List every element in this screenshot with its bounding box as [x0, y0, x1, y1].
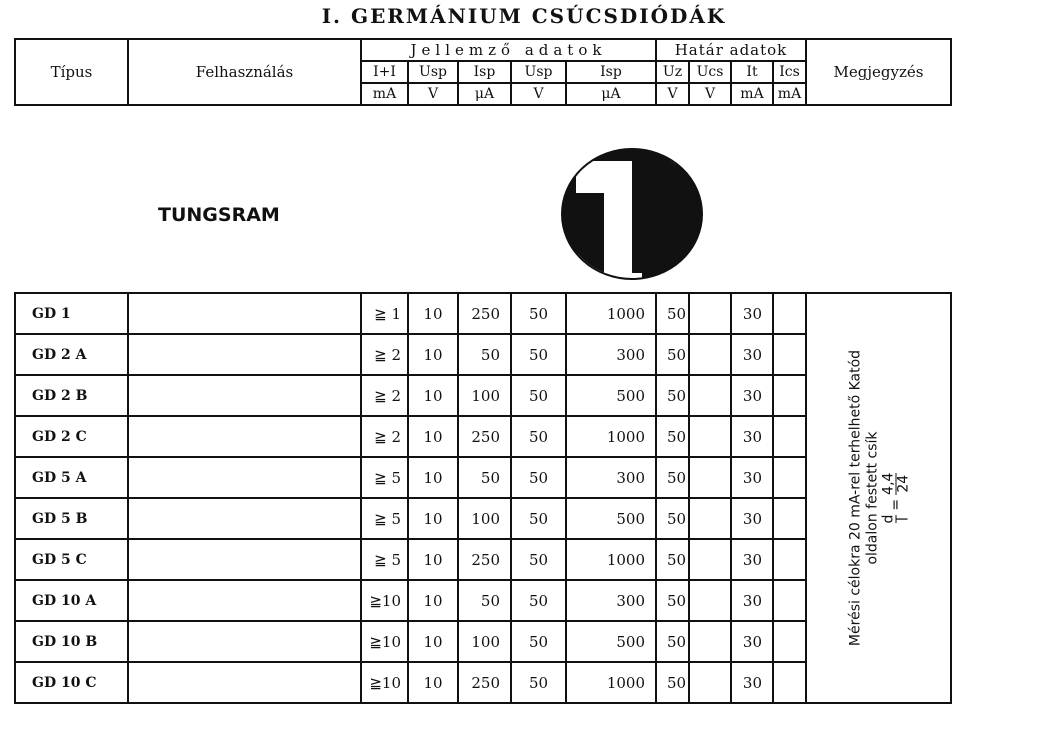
header-felhasznalas: Felhasználás — [128, 39, 361, 105]
header-unit: mA — [361, 83, 408, 105]
header-symbol: Uz — [656, 61, 689, 83]
forward-current-cell: ≧ 5 — [361, 457, 408, 498]
usp-cell: 10 — [408, 293, 458, 334]
header-megjegyzes: Megjegyzés — [806, 39, 951, 105]
usp-cell: 10 — [408, 621, 458, 662]
header-unit: μA — [566, 83, 656, 105]
tungsram-logo-icon — [560, 147, 704, 281]
header-unit: μA — [458, 83, 511, 105]
it-cell: 30 — [731, 375, 773, 416]
use-cell — [128, 457, 361, 498]
usp-limit-cell: 50 — [511, 662, 566, 703]
header-tipus: Típus — [15, 39, 128, 105]
it-cell: 30 — [731, 539, 773, 580]
use-cell — [128, 375, 361, 416]
ucs-cell — [689, 334, 731, 375]
formula-lhs-den: l — [895, 517, 911, 521]
uz-cell: 50 — [656, 662, 689, 703]
header-unit: V — [689, 83, 731, 105]
uz-cell: 50 — [656, 457, 689, 498]
isp-limit-cell: 500 — [566, 621, 656, 662]
header-symbol: Ics — [773, 61, 806, 83]
ucs-cell — [689, 580, 731, 621]
ucs-cell — [689, 498, 731, 539]
ucs-cell — [689, 539, 731, 580]
it-cell: 30 — [731, 662, 773, 703]
formula-rhs-num: 4,4 — [880, 472, 896, 495]
use-cell — [128, 416, 361, 457]
header-symbol: Ucs — [689, 61, 731, 83]
usp-limit-cell: 50 — [511, 498, 566, 539]
header-unit: V — [408, 83, 458, 105]
formula-rhs-den: 24 — [895, 474, 911, 493]
usp-cell: 10 — [408, 375, 458, 416]
usp-cell: 10 — [408, 334, 458, 375]
isp-cell: 250 — [458, 293, 511, 334]
isp-cell: 50 — [458, 580, 511, 621]
type-cell: GD 5 A — [15, 457, 128, 498]
forward-current-cell: ≧ 2 — [361, 375, 408, 416]
note-formula — [881, 308, 910, 688]
header-symbol: Isp — [566, 61, 656, 83]
usp-cell: 10 — [408, 457, 458, 498]
formula-lhs-num: d — [880, 514, 896, 524]
it-cell: 30 — [731, 498, 773, 539]
use-cell — [128, 293, 361, 334]
header-symbol: Usp — [511, 61, 566, 83]
ics-cell — [773, 375, 806, 416]
isp-cell: 50 — [458, 457, 511, 498]
note-cell — [806, 293, 951, 703]
it-cell: 30 — [731, 621, 773, 662]
uz-cell: 50 — [656, 416, 689, 457]
isp-cell: 250 — [458, 416, 511, 457]
isp-cell: 250 — [458, 539, 511, 580]
type-cell: GD 1 — [15, 293, 128, 334]
ucs-cell — [689, 457, 731, 498]
formula-eq: = — [887, 498, 904, 511]
note-line-1: Mérési célokra 20 mA-rel terhelhető Katód — [847, 349, 863, 647]
isp-limit-cell: 500 — [566, 375, 656, 416]
isp-limit-cell: 1000 — [566, 662, 656, 703]
header-symbol: Usp — [408, 61, 458, 83]
type-cell: GD 10 B — [15, 621, 128, 662]
header-table — [14, 38, 952, 106]
usp-limit-cell: 50 — [511, 375, 566, 416]
ics-cell — [773, 580, 806, 621]
forward-current-cell: ≧10 — [361, 621, 408, 662]
isp-cell: 100 — [458, 498, 511, 539]
use-cell — [128, 662, 361, 703]
usp-limit-cell: 50 — [511, 457, 566, 498]
forward-current-cell: ≧ 2 — [361, 334, 408, 375]
header-group-hatar: Határ adatok — [656, 39, 806, 61]
ucs-cell — [689, 416, 731, 457]
usp-cell: 10 — [408, 498, 458, 539]
uz-cell: 50 — [656, 621, 689, 662]
type-cell: GD 10 A — [15, 580, 128, 621]
isp-limit-cell: 300 — [566, 334, 656, 375]
ucs-cell — [689, 621, 731, 662]
isp-limit-cell: 1000 — [566, 293, 656, 334]
uz-cell: 50 — [656, 375, 689, 416]
ics-cell — [773, 621, 806, 662]
isp-cell: 50 — [458, 334, 511, 375]
uz-cell: 50 — [656, 334, 689, 375]
uz-cell: 50 — [656, 580, 689, 621]
use-cell — [128, 621, 361, 662]
usp-limit-cell: 50 — [511, 621, 566, 662]
type-cell: GD 2 A — [15, 334, 128, 375]
ucs-cell — [689, 662, 731, 703]
forward-current-cell: ≧10 — [361, 662, 408, 703]
forward-current-cell: ≧ 5 — [361, 498, 408, 539]
diode-data-table — [14, 292, 952, 704]
usp-limit-cell: 50 — [511, 580, 566, 621]
it-cell: 30 — [731, 580, 773, 621]
isp-limit-cell: 500 — [566, 498, 656, 539]
ics-cell — [773, 498, 806, 539]
use-cell — [128, 334, 361, 375]
ucs-cell — [689, 293, 731, 334]
header-unit: V — [656, 83, 689, 105]
ics-cell — [773, 457, 806, 498]
header-unit: mA — [773, 83, 806, 105]
it-cell: 30 — [731, 293, 773, 334]
type-cell: GD 5 B — [15, 498, 128, 539]
isp-limit-cell: 300 — [566, 457, 656, 498]
forward-current-cell: ≧ 5 — [361, 539, 408, 580]
brand-name: TUNGSRAM — [158, 204, 280, 226]
type-cell: GD 2 B — [15, 375, 128, 416]
page-title: I. GERMÁNIUM CSÚCSDIÓDÁK — [321, 4, 727, 28]
ics-cell — [773, 662, 806, 703]
usp-cell: 10 — [408, 539, 458, 580]
ics-cell — [773, 293, 806, 334]
uz-cell: 50 — [656, 293, 689, 334]
usp-limit-cell: 50 — [511, 293, 566, 334]
header-group-jellemzo: Jellemző adatok — [361, 39, 656, 61]
type-cell: GD 2 C — [15, 416, 128, 457]
usp-cell: 10 — [408, 662, 458, 703]
type-cell: GD 5 C — [15, 539, 128, 580]
uz-cell: 50 — [656, 539, 689, 580]
isp-cell: 250 — [458, 662, 511, 703]
isp-cell: 100 — [458, 621, 511, 662]
ucs-cell — [689, 375, 731, 416]
ics-cell — [773, 539, 806, 580]
isp-limit-cell: 300 — [566, 580, 656, 621]
isp-cell: 100 — [458, 375, 511, 416]
use-cell — [128, 539, 361, 580]
usp-limit-cell: 50 — [511, 416, 566, 457]
header-symbol: Isp — [458, 61, 511, 83]
it-cell: 30 — [731, 416, 773, 457]
it-cell: 30 — [731, 334, 773, 375]
header-symbol: I+I — [361, 61, 408, 83]
usp-limit-cell: 50 — [511, 539, 566, 580]
use-cell — [128, 498, 361, 539]
usp-limit-cell: 50 — [511, 334, 566, 375]
use-cell — [128, 580, 361, 621]
note-line-2: oldalon festett csík — [864, 431, 880, 565]
it-cell: 30 — [731, 457, 773, 498]
header-unit: V — [511, 83, 566, 105]
table-row — [15, 293, 951, 334]
header-unit: mA — [731, 83, 773, 105]
ics-cell — [773, 416, 806, 457]
forward-current-cell: ≧10 — [361, 580, 408, 621]
forward-current-cell: ≧ 2 — [361, 416, 408, 457]
uz-cell: 50 — [656, 498, 689, 539]
forward-current-cell: ≧ 1 — [361, 293, 408, 334]
isp-limit-cell: 1000 — [566, 416, 656, 457]
isp-limit-cell: 1000 — [566, 539, 656, 580]
usp-cell: 10 — [408, 580, 458, 621]
type-cell: GD 10 C — [15, 662, 128, 703]
usp-cell: 10 — [408, 416, 458, 457]
ics-cell — [773, 334, 806, 375]
header-symbol: It — [731, 61, 773, 83]
